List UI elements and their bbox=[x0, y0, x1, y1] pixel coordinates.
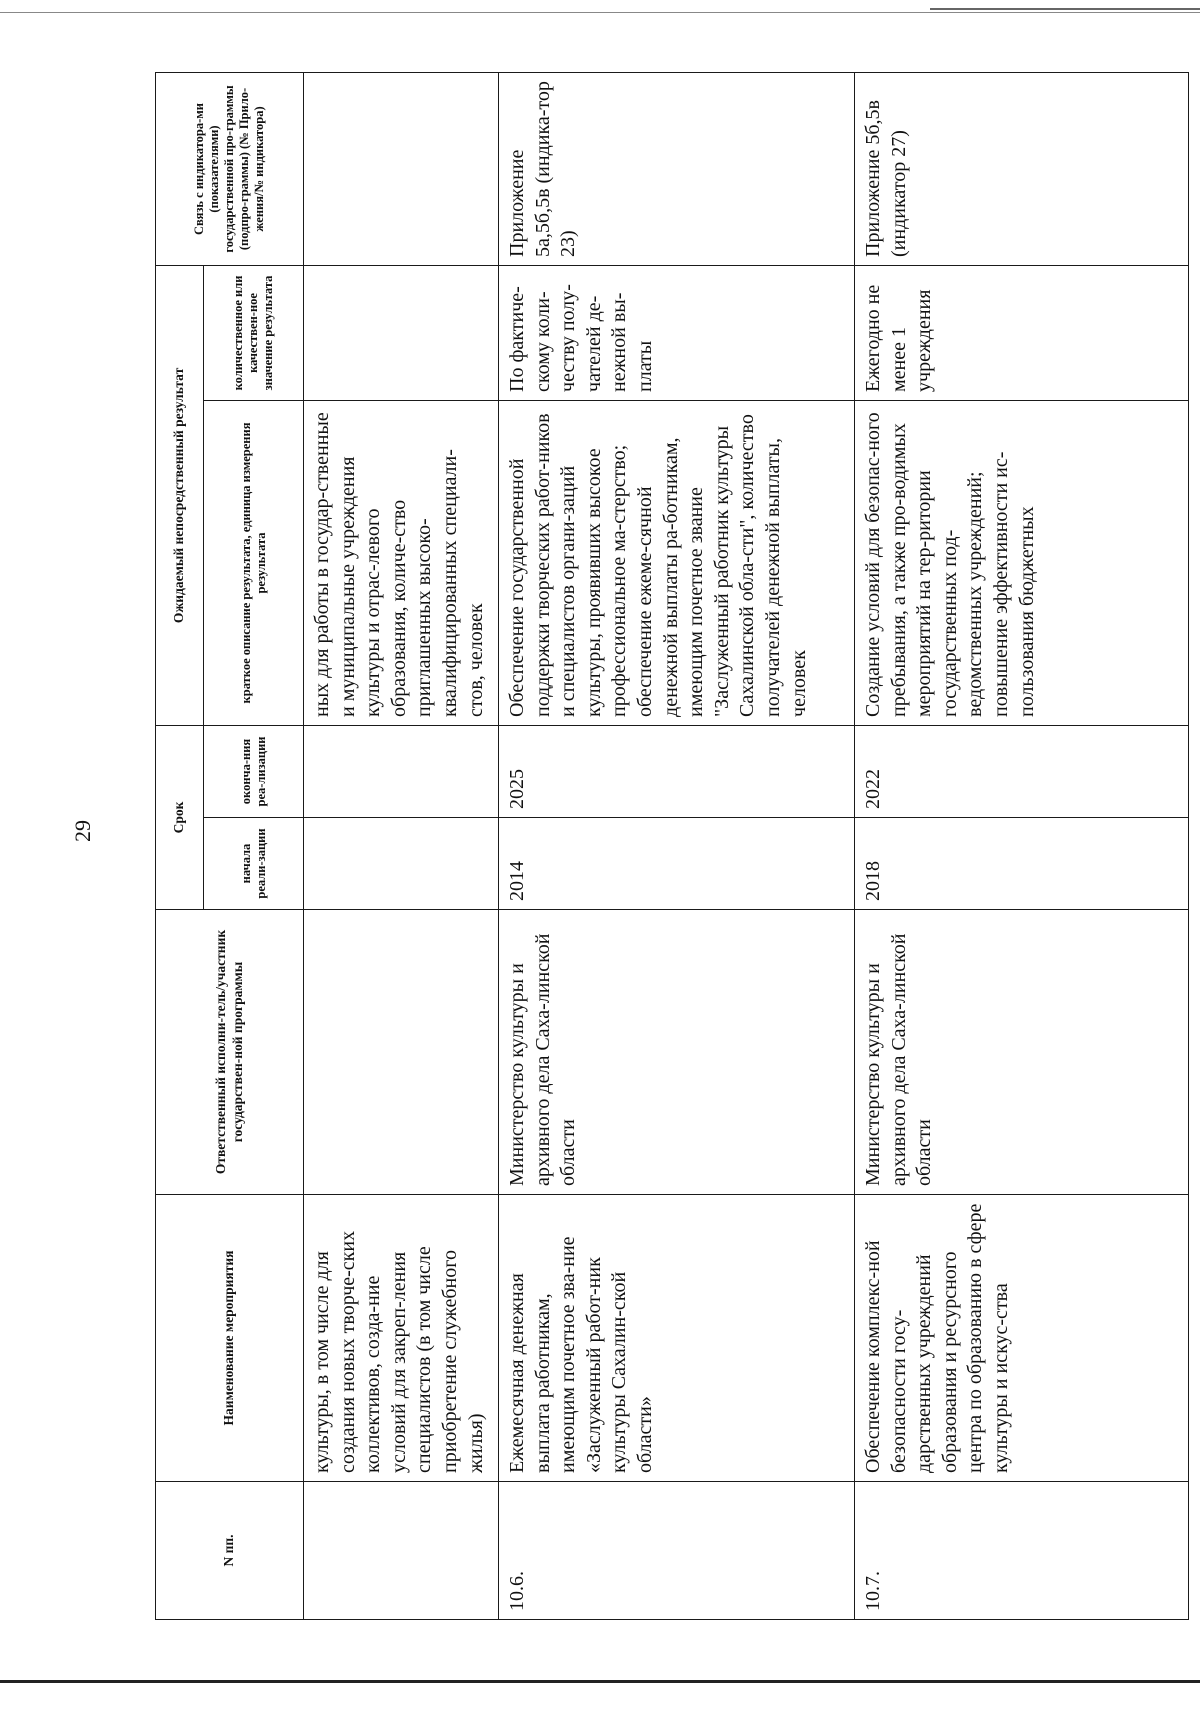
measures-table bbox=[155, 72, 1189, 1620]
cell-value bbox=[304, 265, 499, 400]
header-name: Наименование мероприятия bbox=[156, 1195, 304, 1482]
header-result-value: количественное или качествен-ное значение результата bbox=[204, 265, 304, 400]
cell-name: культуры, в том числе для создания новых творче-ских коллективов, созда-ние условий для закреп-ления специалистов (в том числе приобретение служебного жилья) bbox=[304, 1195, 499, 1482]
header-term-end: оконча-ния реа-лизации bbox=[204, 725, 304, 817]
cell-desc: Создание условий для безопас-ного пребывания, а также про-водимых мероприятий на тер-ритории государственных под-ведомственных учреждений; повышение эффективности ис-пользования бюджетных bbox=[855, 400, 1189, 725]
cell-num: 10.6. bbox=[499, 1482, 855, 1620]
cell-start: 2014 bbox=[499, 818, 855, 910]
table-row bbox=[855, 72, 1189, 1619]
cell-end bbox=[304, 725, 499, 817]
cell-name: Ежемесячная денежная выплата работникам, имеющим почетное зва-ние «Заслуженный работ-ник культуры Сахалин-ской области» bbox=[499, 1195, 855, 1482]
table-row bbox=[304, 72, 499, 1619]
cell-link: Приложение 5а,5б,5в (индика-тор 23) bbox=[499, 72, 855, 265]
header-executor: Ответственный исполни-тель/участник государствен-ной программы bbox=[156, 910, 304, 1195]
cell-start bbox=[304, 818, 499, 910]
cell-link bbox=[304, 72, 499, 265]
header-term: Срок bbox=[156, 725, 204, 909]
cell-num bbox=[304, 1482, 499, 1620]
cell-num: 10.7. bbox=[855, 1482, 1189, 1620]
cell-start: 2018 bbox=[855, 818, 1189, 910]
cell-end: 2022 bbox=[855, 725, 1189, 817]
header-num: N пп. bbox=[156, 1482, 304, 1620]
cell-end: 2025 bbox=[499, 725, 855, 817]
cell-desc: Обеспечение государственной поддержки творческих работ-ников и специалистов органи-заций культуры, проявивших высокое профессиональное ма-стерство; обеспечение ежеме-сячной денежной выплаты ра-ботникам, имеющим почетное звание "Заслуженный работник культуры Сахалинской обла-сти", количество получателей денежной выплаты, человек bbox=[499, 400, 855, 725]
cell-link: Приложение 5б,5в (индикатор 27) bbox=[855, 72, 1189, 265]
header-result: Ожидаемый непосредственный результат bbox=[156, 265, 204, 725]
cell-executor bbox=[304, 910, 499, 1195]
header-result-desc: краткое описание результата, единица измерения результата bbox=[204, 400, 304, 725]
cell-value: По фактиче-скому коли-честву полу-чателей де-нежной вы-платы bbox=[499, 265, 855, 400]
cell-value: Ежегодно не менее 1 учреждения bbox=[855, 265, 1189, 400]
cell-name: Обеспечение комплекс-ной безопасности госу-дарственных учреждений образования и ресурсного центра по образованию в сфере культуры и искус-ства bbox=[855, 1195, 1189, 1482]
page-number: 29 bbox=[70, 820, 95, 842]
table-row bbox=[499, 72, 855, 1619]
header-term-start: начала реали-зации bbox=[204, 818, 304, 910]
cell-executor: Министерство культуры и архивного дела Саха-линской области bbox=[855, 910, 1189, 1195]
cell-executor: Министерство культуры и архивного дела Саха-линской области bbox=[499, 910, 855, 1195]
header-link: Связь с индикатора-ми (показателями) государственной про-граммы (подпро-граммы) (№ Прило-жения/№ индикатора) bbox=[156, 72, 304, 265]
cell-desc: ных для работы в государ-ственные и муниципальные учреждения культуры и отрас-левого образования, количе-ство приглашенных высоко-квалифицированных специали-стов, человек bbox=[304, 400, 499, 725]
